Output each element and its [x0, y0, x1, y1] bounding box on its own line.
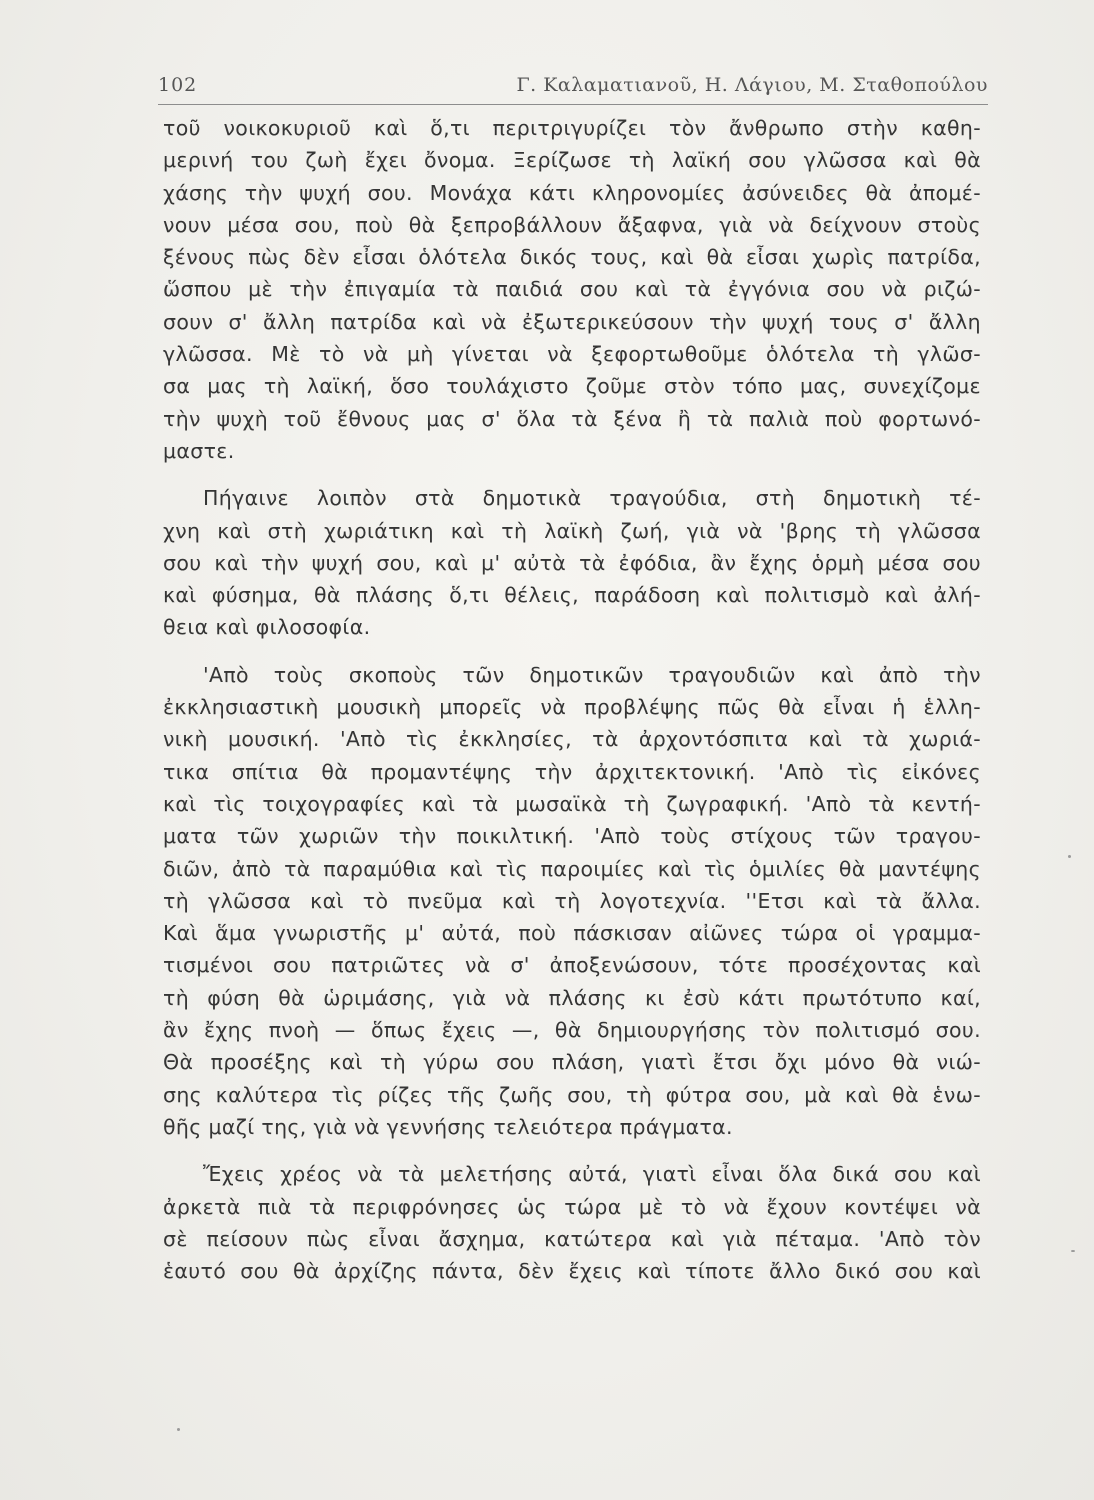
paragraph-4	[163, 1158, 981, 1287]
text-line: ματα τῶν χωριῶν τὴν ποικιλτική. 'Απὸ τοὺς στίχους τῶν τραγου-	[163, 824, 981, 849]
paper-speck	[177, 1428, 180, 1431]
paragraph-2	[163, 482, 981, 643]
text-line: σης καλύτερα τὶς ρίζες τῆς ζωῆς σου, τὴ φύτρα σου, μὰ καὶ θὰ ἑνω-	[163, 1082, 981, 1107]
running-head	[158, 70, 988, 102]
text-line: θῆς μαζί της, γιὰ νὰ γεννήσης τελειότερα πράγματα.	[163, 1114, 733, 1139]
page-number: 102	[158, 74, 198, 96]
text-line: χνη καὶ στὴ χωριάτικη καὶ τὴ λαϊκὴ ζωή, γιὰ νὰ 'βρης τὴ γλῶσσα	[163, 518, 981, 543]
text-line: ἐκκλησιαστικὴ μουσικὴ μπορεῖς νὰ προβλέψης πῶς θὰ εἶναι ἡ ἑλλη-	[163, 695, 981, 720]
body-text	[163, 112, 981, 1302]
text-line: καὶ τὶς τοιχογραφίες καὶ τὰ μωσαϊκὰ τὴ ζωγραφική. 'Απὸ τὰ κεντή-	[163, 791, 981, 816]
text-line: τικα σπίτια θὰ προμαντέψης τὴν ἀρχιτεκτονική. 'Απὸ τὶς εἰκόνες	[163, 759, 981, 784]
header-rule	[158, 104, 988, 105]
text-line: Καὶ ἅμα γνωριστῆς μ' αὐτά, ποὺ πάσκισαν αἰῶνες τώρα οἱ γραμμα-	[163, 921, 981, 946]
text-line: σὲ πείσουν πὼς εἶναι ἄσχημα, κατώτερα καὶ γιὰ πέταμα. 'Απὸ τὸν	[163, 1226, 981, 1251]
text-line: διῶν, ἀπὸ τὰ παραμύθια καὶ τὶς παροιμίες καὶ τὶς ὁμιλίες θὰ μαντέψης	[163, 856, 981, 881]
text-line: νικὴ μουσική. 'Απὸ τὶς ἐκκλησίες, τὰ ἀρχοντόσπιτα καὶ τὰ χωριά-	[163, 727, 981, 752]
text-line: καὶ φύσημα, θὰ πλάσης ὅ,τι θέλεις, παράδοση καὶ πολιτισμὸ καὶ ἀλή-	[163, 583, 981, 608]
text-line: νουν μέσα σου, ποὺ θὰ ξεπροβάλλουν ἄξαφνα, γιὰ νὰ δείχνουν στοὺς	[163, 212, 981, 237]
paper-speck	[1068, 855, 1071, 858]
text-line: μαστε.	[163, 438, 235, 463]
text-line: τὴν ψυχὴ τοῦ ἔθνους μας σ' ὅλα τὰ ξένα ἢ τὰ παλιὰ ποὺ φορτωνό-	[163, 406, 981, 431]
text-line: χάσης τὴν ψυχή σου. Μονάχα κάτι κληρονομίες ἀσύνειδες θὰ ἀπομέ-	[163, 180, 981, 205]
text-line: ἂν ἔχης πνοὴ — ὅπως ἔχεις —, θὰ δημιουργήσης τὸν πολιτισμό σου.	[163, 1018, 981, 1043]
text-line: Πήγαινε λοιπὸν στὰ δημοτικὰ τραγούδια, στὴ δημοτικὴ τέ-	[203, 486, 981, 511]
text-line: τὴ φύση θὰ ὡριμάσης, γιὰ νὰ πλάσης κι ἐσὺ κάτι πρωτότυπο καί,	[163, 985, 981, 1010]
text-line: ἀρκετὰ πιὰ τὰ περιφρόνησες ὡς τώρα μὲ τὸ νὰ ἔχουν κοντέψει νὰ	[163, 1194, 981, 1219]
running-head-authors: Γ. Καλαματιανοῦ, Η. Λάγιου, Μ. Σταθοπούλου	[516, 74, 988, 96]
text-line: σου καὶ τὴν ψυχή σου, καὶ μ' αὐτὰ τὰ ἐφόδια, ἂν ἔχης ὁρμὴ μέσα σου	[163, 550, 981, 575]
paragraph-3	[163, 659, 981, 1143]
text-line: τισμένοι σου πατριῶτες νὰ σ' ἀποξενώσουν, τότε προσέχοντας καὶ	[163, 953, 981, 978]
text-line: 'Απὸ τοὺς σκοποὺς τῶν δημοτικῶν τραγουδιῶν καὶ ἀπὸ τὴν	[203, 662, 981, 687]
text-line: θεια καὶ φιλοσοφία.	[163, 615, 371, 640]
text-line: σα μας τὴ λαϊκή, ὅσο τουλάχιστο ζοῦμε στὸν τόπο μας, συνεχίζομε	[163, 374, 981, 399]
paragraph-1	[163, 112, 981, 467]
text-line: ξένους πὼς δὲν εἶσαι ὁλότελα δικός τους, καὶ θὰ εἶσαι χωρὶς πατρίδα,	[163, 245, 981, 270]
text-line: μερινή του ζωὴ ἔχει ὄνομα. Ξερίζωσε τὴ λαϊκή σου γλῶσσα καὶ θὰ	[163, 148, 981, 173]
paper-speck	[1071, 1250, 1075, 1252]
text-line: γλῶσσα. Μὲ τὸ νὰ μὴ γίνεται νὰ ξεφορτωθοῦμε ὁλότελα τὴ γλῶσ-	[163, 342, 981, 367]
text-line: Ἔχεις χρέος νὰ τὰ μελετήσης αὐτά, γιατὶ εἶναι ὅλα δικά σου καὶ	[203, 1162, 981, 1187]
text-line: τοῦ νοικοκυριοῦ καὶ ὅ,τι περιτριγυρίζει τὸν ἄνθρωπο στὴν καθη-	[163, 116, 981, 140]
text-line: ἑαυτό σου θὰ ἀρχίζης πάντα, δὲν ἔχεις καὶ τίποτε ἄλλο δικό σου καὶ	[163, 1259, 981, 1284]
text-line: σουν σ' ἄλλη πατρίδα καὶ νὰ ἐξωτερικεύσουν τὴν ψυχή τους σ' ἄλλη	[163, 309, 981, 334]
text-line: Θὰ προσέξης καὶ τὴ γύρω σου πλάση, γιατὶ ἔτσι ὄχι μόνο θὰ νιώ-	[163, 1050, 981, 1075]
text-line: ὥσπου μὲ τὴν ἐπιγαμία τὰ παιδιά σου καὶ τὰ ἐγγόνια σου νὰ ριζώ-	[163, 277, 981, 302]
text-line: τὴ γλῶσσα καὶ τὸ πνεῦμα καὶ τὴ λογοτεχνία. ''Ετσι καὶ τὰ ἄλλα.	[163, 888, 981, 913]
